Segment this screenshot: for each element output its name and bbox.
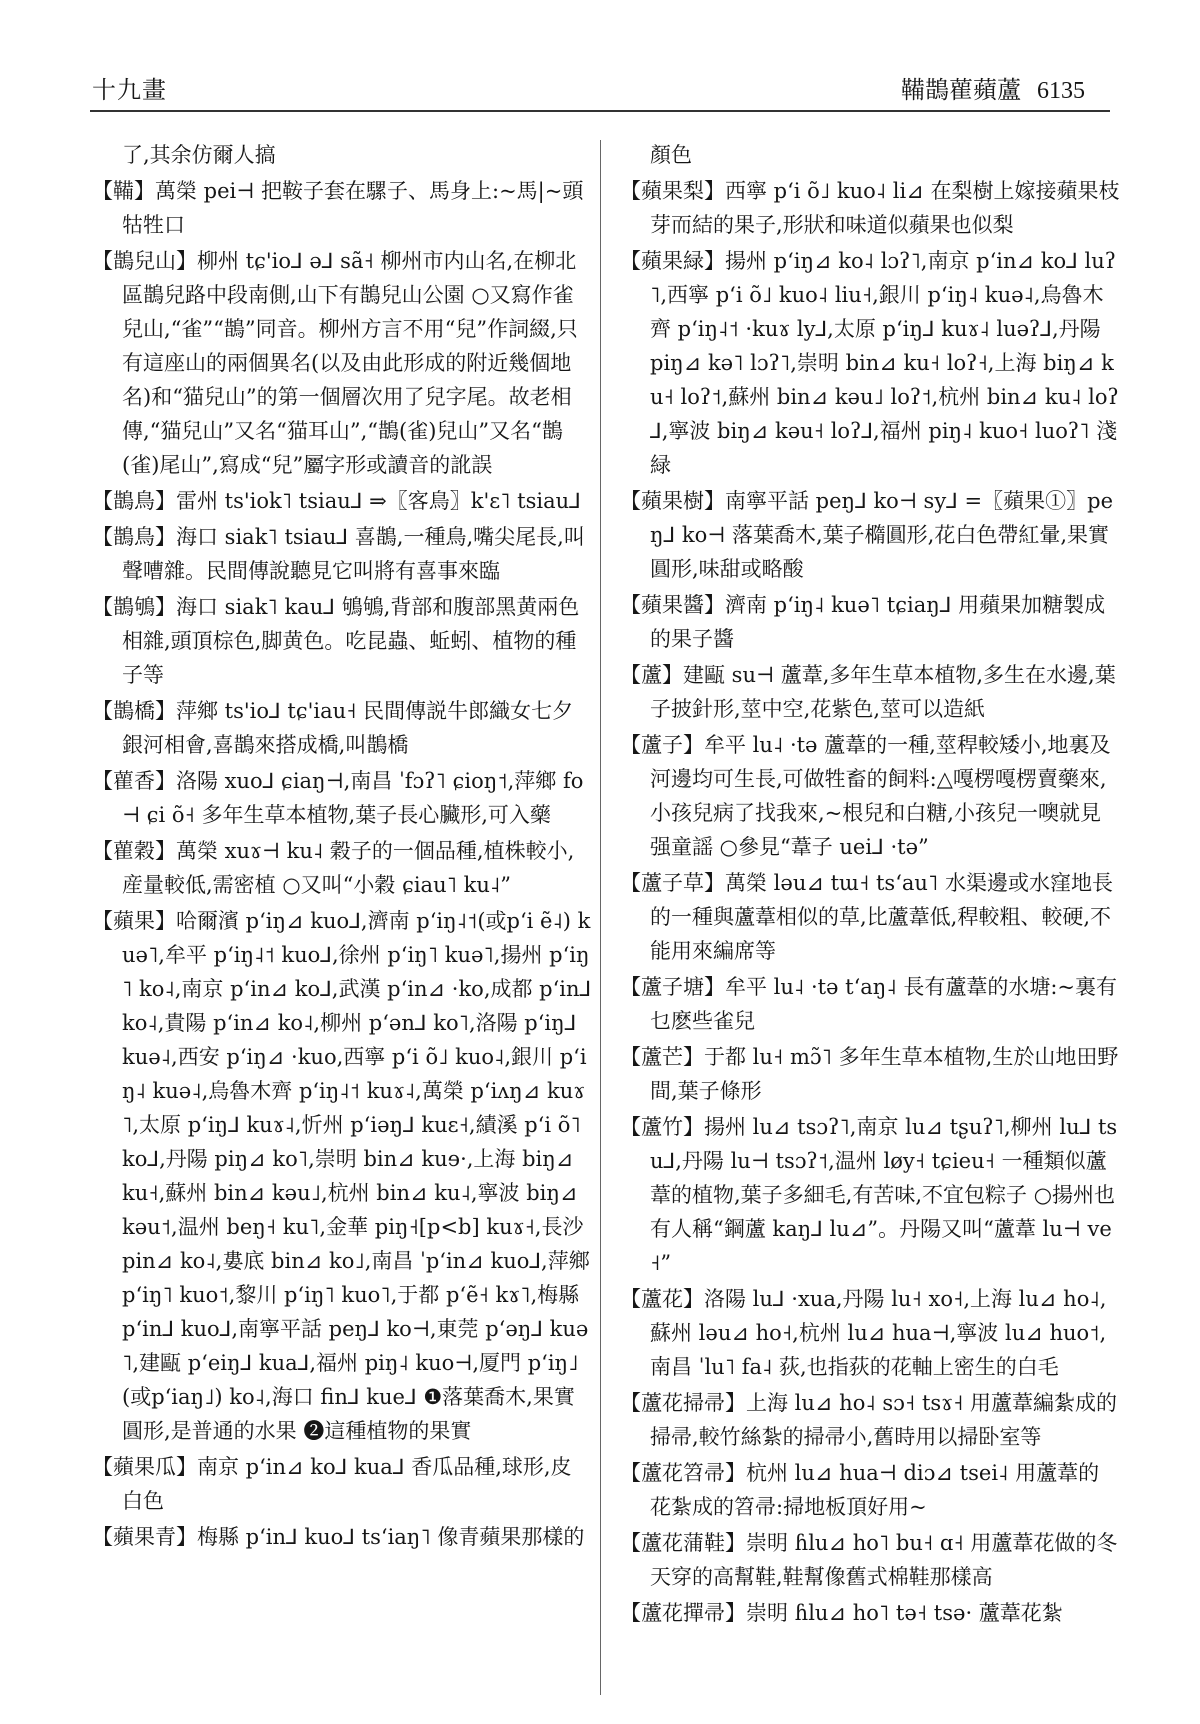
right-column bbox=[620, 138, 1120, 1632]
page-number: 6135 bbox=[1037, 78, 1085, 104]
entry: 【蘆竹】揚州 lu⊿ tsɔʔ˥,南京 lu⊿ tʂuʔ˥,柳州 lu⅃ tsu⅃,丹陽 lu⊣ tsɔʔ˦,温州 løy˧ tɕieu˧ 一種類似蘆葦的植物,葉子多細毛,有苦味,不宜包粽子 ○揚州也有人稱“鋼蘆 kaŋ⅃ lu⊿”。丹陽又叫“蘆葦 lu⊣ ve˧” bbox=[620, 1115, 1118, 1275]
header-headwords: 鞴鵲雚蘋蘆 bbox=[901, 76, 1021, 104]
entry: 【蘋果青】梅縣 pʻin⅃ kuo⅃ tsʻiaŋ˥ 像青蘋果那樣的 bbox=[92, 1525, 585, 1549]
entry: 【蘆】建甌 su⊣ 蘆葦,多年生草本植物,多生在水邊,葉子披針形,莖中空,花紫色,莖可以造紙 bbox=[620, 663, 1116, 721]
entry: 【蘆芒】于都 lu˧ mɔ̃˥ 多年生草本植物,生於山地田野間,葉子條形 bbox=[620, 1045, 1119, 1103]
entry: 【蘋果】哈爾濱 pʻiŋ⊿ kuo⅃,濟南 pʻiŋ˨˦(或pʻi ẽ˨) kuə˥,牟平 pʻiŋ˨˦ kuo⅃,徐州 pʻiŋ˥ kuə˥,揚州 pʻiŋ˥ ko˨,南京 pʻin⊿ ko⅃,武漢 pʻin⊿ ·ko,成都 pʻin⅃ ko˨,貴陽 pʻin⊿ ko˨,柳州 pʻən⅃ ko˥,洛陽 pʻiŋ⅃ kuə˨,西安 pʻiŋ⊿ ·kuo,西寧 pʻi õ˩ kuo˨,銀川 pʻiŋ˨ kuə˨,烏魯木齊 pʻiŋ˨˦ kuɤ˨,萬榮 pʻiʌŋ⊿ kuɤ˥,太原 pʻiŋ⅃ kuɤ˨,忻州 pʻiəŋ⅃ kuɛ˧,績溪 pʻi õ˥ ko⅃,丹陽 piŋ⊿ ko˥,崇明 bin⊿ kuɘ·,上海 biŋ⊿ ku˧,蘇州 bin⊿ kəu˩,杭州 bin⊿ ku˨,寧波 biŋ⊿ kəu˦,温州 beŋ˧ ku˥,金華 piŋ˧[p<b] kuɤ˧,長沙 pin⊿ ko˨,婁底 bin⊿ ko˩,南昌 ˈpʻin⊿ kuo⅃,萍鄉 pʻiŋ˥ kuo˦,黎川 pʻiŋ˥ kuo˥,于都 pʻẽ˧ kɤ˥,梅縣 pʻin⅃ kuo⅃,南寧平話 peŋ⅃ ko⊣,東莞 pʻəŋ⅃ kuə˥,建甌 pʻeiŋ⅃ kua⅃,福州 piŋ˨ kuo⊣,厦門 pʻiŋ˩(或pʻiaŋ˩) ko˨,海口 fin⅃ kue⅃ ❶落葉喬木,果實圓形,是普通的水果 ❷這種植物的果實 bbox=[92, 909, 592, 1443]
entry: 【鵲鳥】雷州 ts'iok˥ tsiau⅃ ⇒〖客鳥〗k'ɛ˥ tsiau⅃ bbox=[92, 489, 581, 513]
entry: 【蘆花掃帚】上海 lu⊿ ho˨ sɔ˧ tsɤ˧ 用蘆葦編紮成的掃帚,較竹絲紮的掃帚小,舊時用以掃卧室等 bbox=[620, 1391, 1118, 1449]
entry: 【蘆花笤帚】杭州 lu⊿ hua⊣ diɔ⊿ tsei˨ 用蘆葦的花紮成的笤帚:掃地板頂好用~ bbox=[620, 1461, 1100, 1519]
column-divider bbox=[600, 140, 601, 1695]
entry: 【雚穀】萬榮 xuɤ⊣ ku˨ 穀子的一個品種,植株較小,産量較低,需密植 ○又叫“小穀 ɕiau˥ ku˨” bbox=[92, 839, 575, 897]
left-column bbox=[92, 138, 592, 1556]
entry: 【鵲橋】萍鄉 ts'io⅃ tɕ'iau˧ 民間傳説牛郎織女七夕銀河相會,喜鵲來搭成橋,叫鵲橋 bbox=[92, 699, 574, 757]
entry: 【蘋果樹】南寧平話 peŋ⅃ ko⊣ sy⅃ =〖蘋果①〗peŋ⅃ ko⊣ 落葉喬木,葉子橢圓形,花白色帶紅暈,果實圓形,味甜或略酸 bbox=[620, 489, 1114, 581]
entry: 【蘋果梨】西寧 pʻi õ˩ kuo˨ li⊿ 在梨樹上嫁接蘋果枝芽而結的果子,形狀和味道似蘋果也似梨 bbox=[620, 179, 1120, 237]
entry: 【蘋果緑】揚州 pʻiŋ⊿ ko˨ lɔʔ˥,南京 pʻin⊿ ko⅃ luʔ˥,西寧 pʻi õ˩ kuo˨ liu˧,銀川 pʻiŋ˨ kuə˨,烏魯木齊 pʻiŋ˨˦ ·kuɤ ly⅃,太原 pʻiŋ⅃ kuɤ˨ luəʔ⅃,丹陽 piŋ⊿ kə˥ lɔʔ˥,崇明 bin⊿ ku˧ loʔ˧,上海 biŋ⊿ ku˧ loʔ˦,蘇州 bin⊿ kəu˩ loʔ˦,杭州 bin⊿ ku˨ loʔ⅃,寧波 biŋ⊿ kəu˧ loʔ⅃,福州 piŋ˨ kuo˧ luoʔ˥ 淺緑 bbox=[620, 249, 1119, 477]
entry: 【蘆花撣帚】崇明 ɦlu⊿ ho˥ tə˧ tsə· 蘆葦花紮 bbox=[620, 1601, 1063, 1625]
entry: 【蘋果瓜】南京 pʻin⊿ ko⅃ kua⅃ 香瓜品種,球形,皮白色 bbox=[92, 1455, 572, 1513]
entry: 【蘋果醬】濟南 pʻiŋ˨ kuə˥ tɕiaŋ⅃ 用蘋果加糖製成的果子醬 bbox=[620, 593, 1106, 651]
entry: 【鵲鴝】海口 siak˥ kau⅃ 鴝鴝,背部和腹部黑黄兩色相雜,頭頂棕色,脚黄色。吃昆蟲、蚯蚓、植物的種子等 bbox=[92, 595, 580, 687]
entry: 【鞴】萬榮 pei⊣ 把鞍子套在騾子、馬身上:~馬|~頭牯牲口 bbox=[92, 179, 584, 237]
running-header bbox=[901, 70, 1085, 105]
entry: 【雚香】洛陽 xuo⅃ ɕiaŋ⊣,南昌 ˈfɔʔ˥ ɕioŋ˦,萍鄉 fo⊣ ɕi õ˧ 多年生草本植物,葉子長心臟形,可入藥 bbox=[92, 769, 584, 827]
header-rule bbox=[90, 110, 1110, 112]
entry: 【鵲鳥】海口 siak˥ tsiau⅃ 喜鵲,一種鳥,嘴尖尾長,叫聲嘈雜。民間傳說聽見它叫將有喜事來臨 bbox=[92, 525, 585, 583]
entry: 【蘆子】牟平 lu˨ ·tə 蘆葦的一種,莖稈較矮小,地裏及河邊均可生長,可做牲畜的飼料:△嘎楞嘎楞賣藥來,小孩兒病了找我來,~根兒和白糖,小孩兒一噢就見强童謡 ○參見“葦子 uei⅃ ·tə” bbox=[620, 733, 1111, 859]
entry: 【蘆花】洛陽 lu⅃ ·xua,丹陽 lu˧ xo˧,上海 lu⊿ ho˨,蘇州 ləu⊿ ho˧,杭州 lu⊿ hua⊣,寧波 lu⊿ huo˦,南昌 ˈlu˥ fa˨ 荻,也指荻的花軸上密生的白毛 bbox=[620, 1287, 1107, 1379]
entry-continuation: 顏色 bbox=[650, 143, 692, 167]
entry: 【蘆子草】萬榮 ləu⊿ tɯ˧ tsʻau˥ 水渠邊或水窪地長的一種與蘆葦相似的草,比蘆葦低,稈較粗、較硬,不能用來編席等 bbox=[620, 871, 1113, 963]
entry: 【鵲兒山】柳州 tɕ'io⅃ ə⅃ sã˧ 柳州市内山名,在柳北區鵲兒路中段南側,山下有鵲兒山公園 ○又寫作雀兒山,“雀”“鵲”同音。柳州方言不用“兒”作詞綴,只有這座山的兩個異名(以及由此形成的附近幾個地名)和“猫兒山”的第一個層次用了兒字尾。故老相傳,“猫兒山”又名“猫耳山”,“鵲(雀)兒山”又名“鵲(雀)尾山”,寫成“兒”屬字形或讀音的訛誤 bbox=[92, 249, 578, 477]
entry: 【蘆子塘】牟平 lu˨ ·tə tʻaŋ˨ 長有蘆葦的水塘:~裏有乜麽些雀兒 bbox=[620, 975, 1118, 1033]
entry-continuation: 了,其余仿爾人搞 bbox=[122, 143, 276, 167]
section-header: 十九畫 bbox=[92, 76, 167, 104]
entry: 【蘆花蒲鞋】崇明 ɦlu⊿ ho˥ bu˧ ɑ˧ 用蘆葦花做的冬天穿的高幫鞋,鞋幫像舊式棉鞋那樣高 bbox=[620, 1531, 1118, 1589]
